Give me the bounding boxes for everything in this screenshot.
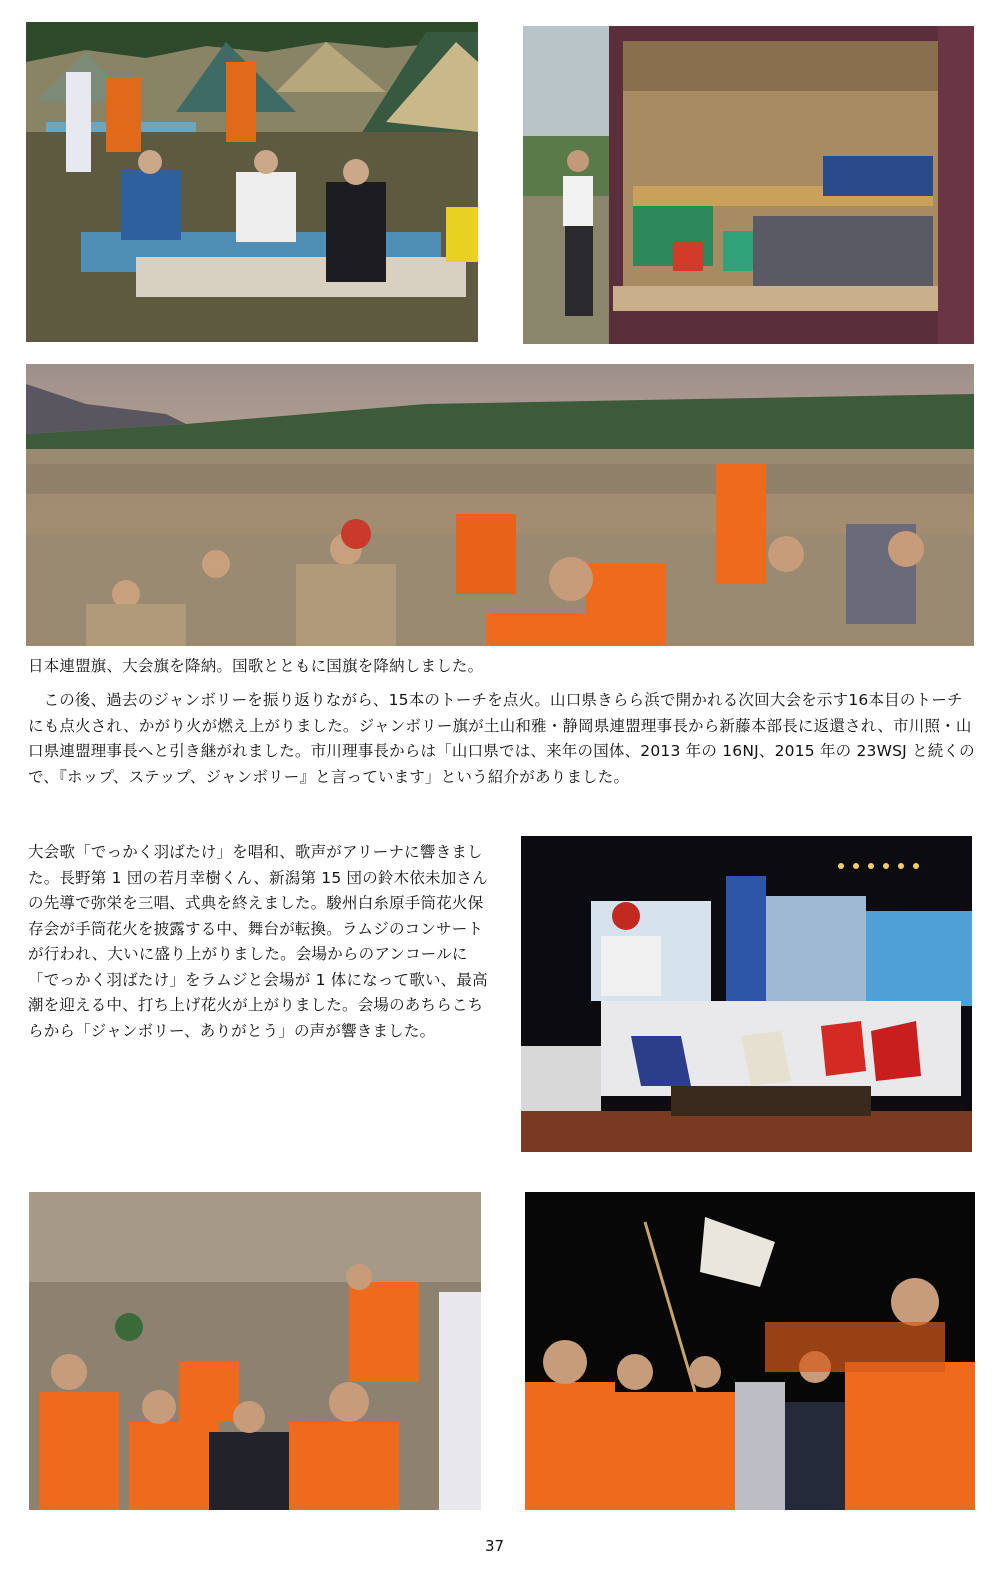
photo-arena-crowd — [26, 364, 974, 646]
paragraph-closing-ceremony: 大会歌「でっかく羽ばたけ」を唱和、歌声がアリーナに響きました。長野第 1 団の若月幸樹くん、新潟第 15 団の鈴木依未加さんの先導で弥栄を三唱、式典を終えました。駿州白糸原手筒花火保存会が手筒花火を披露する中、舞台が転換。ラムジのコンサートが行われ、大いに盛り上がりました。会場からのアンコールに「でっかく羽ばたけ」をラムジと会場が 1 体になって歌い、最高潮を迎える中、打ち上げ花火が上がりました。会場のあちらこちらから「ジャンボリー、ありがとう」の声が響きました。 — [28, 843, 488, 1040]
photo-seated-scouts — [29, 1192, 481, 1510]
page-number: 37 — [485, 1537, 505, 1555]
photo-campsite-tents — [26, 22, 478, 342]
photo-night-scouts-flag — [525, 1192, 975, 1510]
paragraph-torch-lighting: この後、過去のジャンボリーを振り返りながら、15本のトーチを点火。山口県きらら浜で開かれる次回大会を示す16本目のトーチにも点火され、かがり火が燃え上がりました。ジャンボリー旗が土山和雅・静岡県連盟理事長から新藤本部長に返還され、市川照・山口県連盟理事長へと引き継がれました。市川理事長からは「山口県では、来年の国体、2013 年の 16NJ、2015 年の 23WSJ と続くので、『ホップ、ステップ、ジャンボリー』と言っています」という紹介がありました。 — [28, 691, 975, 786]
paragraph-flag-lowering: 日本連盟旗、大会旗を降納。国歌とともに国旗を降納しました。 — [28, 657, 484, 675]
photo-equipment-container — [523, 26, 974, 344]
photo-night-stage — [521, 836, 972, 1152]
